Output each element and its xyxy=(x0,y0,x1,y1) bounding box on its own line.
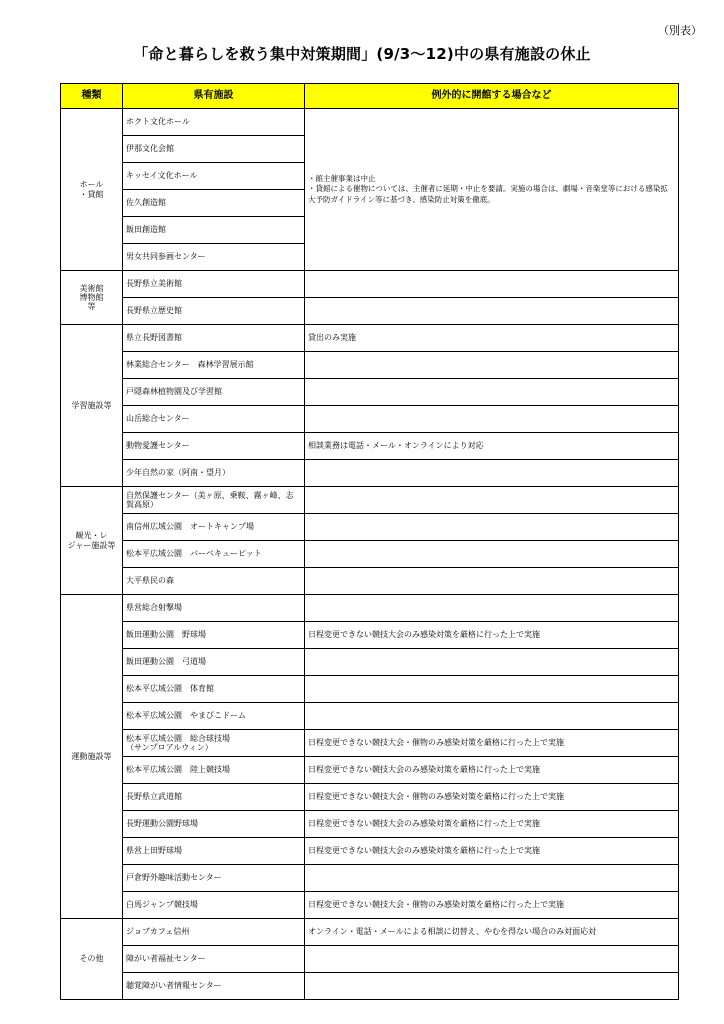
facility-cell: 飯田創造館 xyxy=(123,217,305,244)
facility-cell: 佐久創造館 xyxy=(123,190,305,217)
exception-cell xyxy=(305,379,679,406)
exception-cell: 日程変更できない競技大会のみ感染対策を厳格に行った上で実施 xyxy=(305,757,679,784)
exception-cell: 相談業務は電話・メール・オンラインにより対応 xyxy=(305,433,679,460)
exception-cell xyxy=(305,271,679,298)
facility-cell: 飯田運動公園 野球場 xyxy=(123,622,305,649)
exception-cell xyxy=(305,946,679,973)
exception-cell xyxy=(305,460,679,487)
facility-cell: 県立長野図書館 xyxy=(123,325,305,352)
facility-cell: 男女共同参画センター xyxy=(123,244,305,271)
exception-cell: 貸出のみ実施 xyxy=(305,325,679,352)
table-row xyxy=(61,730,679,757)
page-title: 「命と暮らしを救う集中対策期間」(9/3～12)中の県有施設の休止 xyxy=(133,45,591,63)
facility-cell: 白馬ジャンプ競技場 xyxy=(123,892,305,919)
facilities-table xyxy=(60,83,679,1000)
exception-cell xyxy=(305,514,679,541)
facility-cell: 松本平広域公園 体育館 xyxy=(123,676,305,703)
exception-cell xyxy=(305,487,679,514)
table-row xyxy=(61,271,679,298)
table-row xyxy=(61,649,679,676)
header-exception: 例外的に開館する場合など xyxy=(305,84,679,109)
facility-cell: 動物愛護センター xyxy=(123,433,305,460)
exception-cell xyxy=(305,676,679,703)
facility-cell: 南信州広域公園 オートキャンプ場 xyxy=(123,514,305,541)
table-row xyxy=(61,325,679,352)
exception-cell: 日程変更できない競技大会のみ感染対策を厳格に行った上で実施 xyxy=(305,838,679,865)
exception-cell xyxy=(305,649,679,676)
facility-cell: 県営総合射撃場 xyxy=(123,595,305,622)
exception-cell xyxy=(305,595,679,622)
category-cell: 美術館 博物館 等 xyxy=(61,271,123,325)
facility-cell: 松本平広域公園 総合球技場 （サンプロアルウィン） xyxy=(123,730,305,757)
header-type: 種類 xyxy=(61,84,123,109)
table-row xyxy=(61,595,679,622)
exception-cell: 日程変更できない競技大会のみ感染対策を厳格に行った上で実施 xyxy=(305,811,679,838)
facility-cell: 聴覚障がい者情報センター xyxy=(123,973,305,1000)
exception-cell: 日程変更できない競技大会・催物のみ感染対策を厳格に行った上で実施 xyxy=(305,784,679,811)
appendix-note: （別表） xyxy=(658,24,702,37)
exception-cell xyxy=(305,541,679,568)
table-body xyxy=(61,109,679,1000)
facility-cell: 林業総合センター 森林学習展示館 xyxy=(123,352,305,379)
table-row xyxy=(61,433,679,460)
table-row xyxy=(61,487,679,514)
exception-cell xyxy=(305,298,679,325)
table-row xyxy=(61,622,679,649)
exception-cell xyxy=(305,406,679,433)
facility-cell: 県営上田野球場 xyxy=(123,838,305,865)
table-row xyxy=(61,298,679,325)
table-row xyxy=(61,406,679,433)
category-cell: その他 xyxy=(61,919,123,1000)
table-row xyxy=(61,676,679,703)
facility-cell: ホクト文化ホール xyxy=(123,109,305,136)
table-row xyxy=(61,973,679,1000)
facility-cell: 少年自然の家（阿南・望月） xyxy=(123,460,305,487)
table-row xyxy=(61,379,679,406)
facility-cell: 大平県民の森 xyxy=(123,568,305,595)
table-row xyxy=(61,352,679,379)
exception-cell: 日程変更できない競技大会・催物のみ感染対策を厳格に行った上で実施 xyxy=(305,892,679,919)
exception-cell xyxy=(305,865,679,892)
table-row xyxy=(61,838,679,865)
facility-cell: 山岳総合センター xyxy=(123,406,305,433)
exception-cell xyxy=(305,352,679,379)
facility-cell: 松本平広域公園 陸上競技場 xyxy=(123,757,305,784)
exception-cell: 日程変更できない競技大会・催物のみ感染対策を厳格に行った上で実施 xyxy=(305,730,679,757)
facility-cell: キッセイ文化ホール xyxy=(123,163,305,190)
facility-cell: 長野県立武道館 xyxy=(123,784,305,811)
category-cell: 学習施設等 xyxy=(61,325,123,487)
table-row xyxy=(61,919,679,946)
header-facility: 県有施設 xyxy=(123,84,305,109)
facility-cell: 戸隠森林植物園及び学習館 xyxy=(123,379,305,406)
table-row xyxy=(61,784,679,811)
facility-cell: 戸倉野外趣味活動センター xyxy=(123,865,305,892)
facility-cell: 松本平広域公園 バーベキューピット xyxy=(123,541,305,568)
exception-cell: 日程変更できない競技大会のみ感染対策を厳格に行った上で実施 xyxy=(305,622,679,649)
facility-cell: 長野県立歴史館 xyxy=(123,298,305,325)
table-row xyxy=(61,757,679,784)
table-row xyxy=(61,460,679,487)
table-row xyxy=(61,865,679,892)
exception-cell xyxy=(305,703,679,730)
category-cell: ホール ・貸館 xyxy=(61,109,123,271)
table-row xyxy=(61,892,679,919)
facility-cell: 障がい者福祉センター xyxy=(123,946,305,973)
table-header-row xyxy=(61,84,679,109)
table-row xyxy=(61,541,679,568)
table-row xyxy=(61,568,679,595)
facility-cell: 長野県立美術館 xyxy=(123,271,305,298)
table-row xyxy=(61,811,679,838)
facility-cell: 松本平広域公園 やまびこドーム xyxy=(123,703,305,730)
category-cell: 観光・レ ジャー施設等 xyxy=(61,487,123,595)
facility-cell: 伊那文化会館 xyxy=(123,136,305,163)
table-row xyxy=(61,514,679,541)
exception-cell: ・館主催事業は中止 ・貸館による催物については、主催者に延期・中止を要請。実施の場合は、劇場・音楽堂等における感染拡大予防ガイドライン等に基づき、感染防止対策を徹底。 xyxy=(305,109,679,271)
table-row xyxy=(61,109,679,136)
table-row xyxy=(61,703,679,730)
facility-cell: 長野運動公園野球場 xyxy=(123,811,305,838)
exception-cell xyxy=(305,568,679,595)
exception-cell: オンライン・電話・メールによる相談に切替え、やむを得ない場合のみ対面応対 xyxy=(305,919,679,946)
table-row xyxy=(61,946,679,973)
facility-cell: 自然保護センター（美ヶ原、乗鞍、霧ヶ峰、志賀高原） xyxy=(123,487,305,514)
facility-cell: ジョブカフェ信州 xyxy=(123,919,305,946)
facility-cell: 飯田運動公園 弓道場 xyxy=(123,649,305,676)
category-cell: 運動施設等 xyxy=(61,595,123,919)
exception-cell xyxy=(305,973,679,1000)
